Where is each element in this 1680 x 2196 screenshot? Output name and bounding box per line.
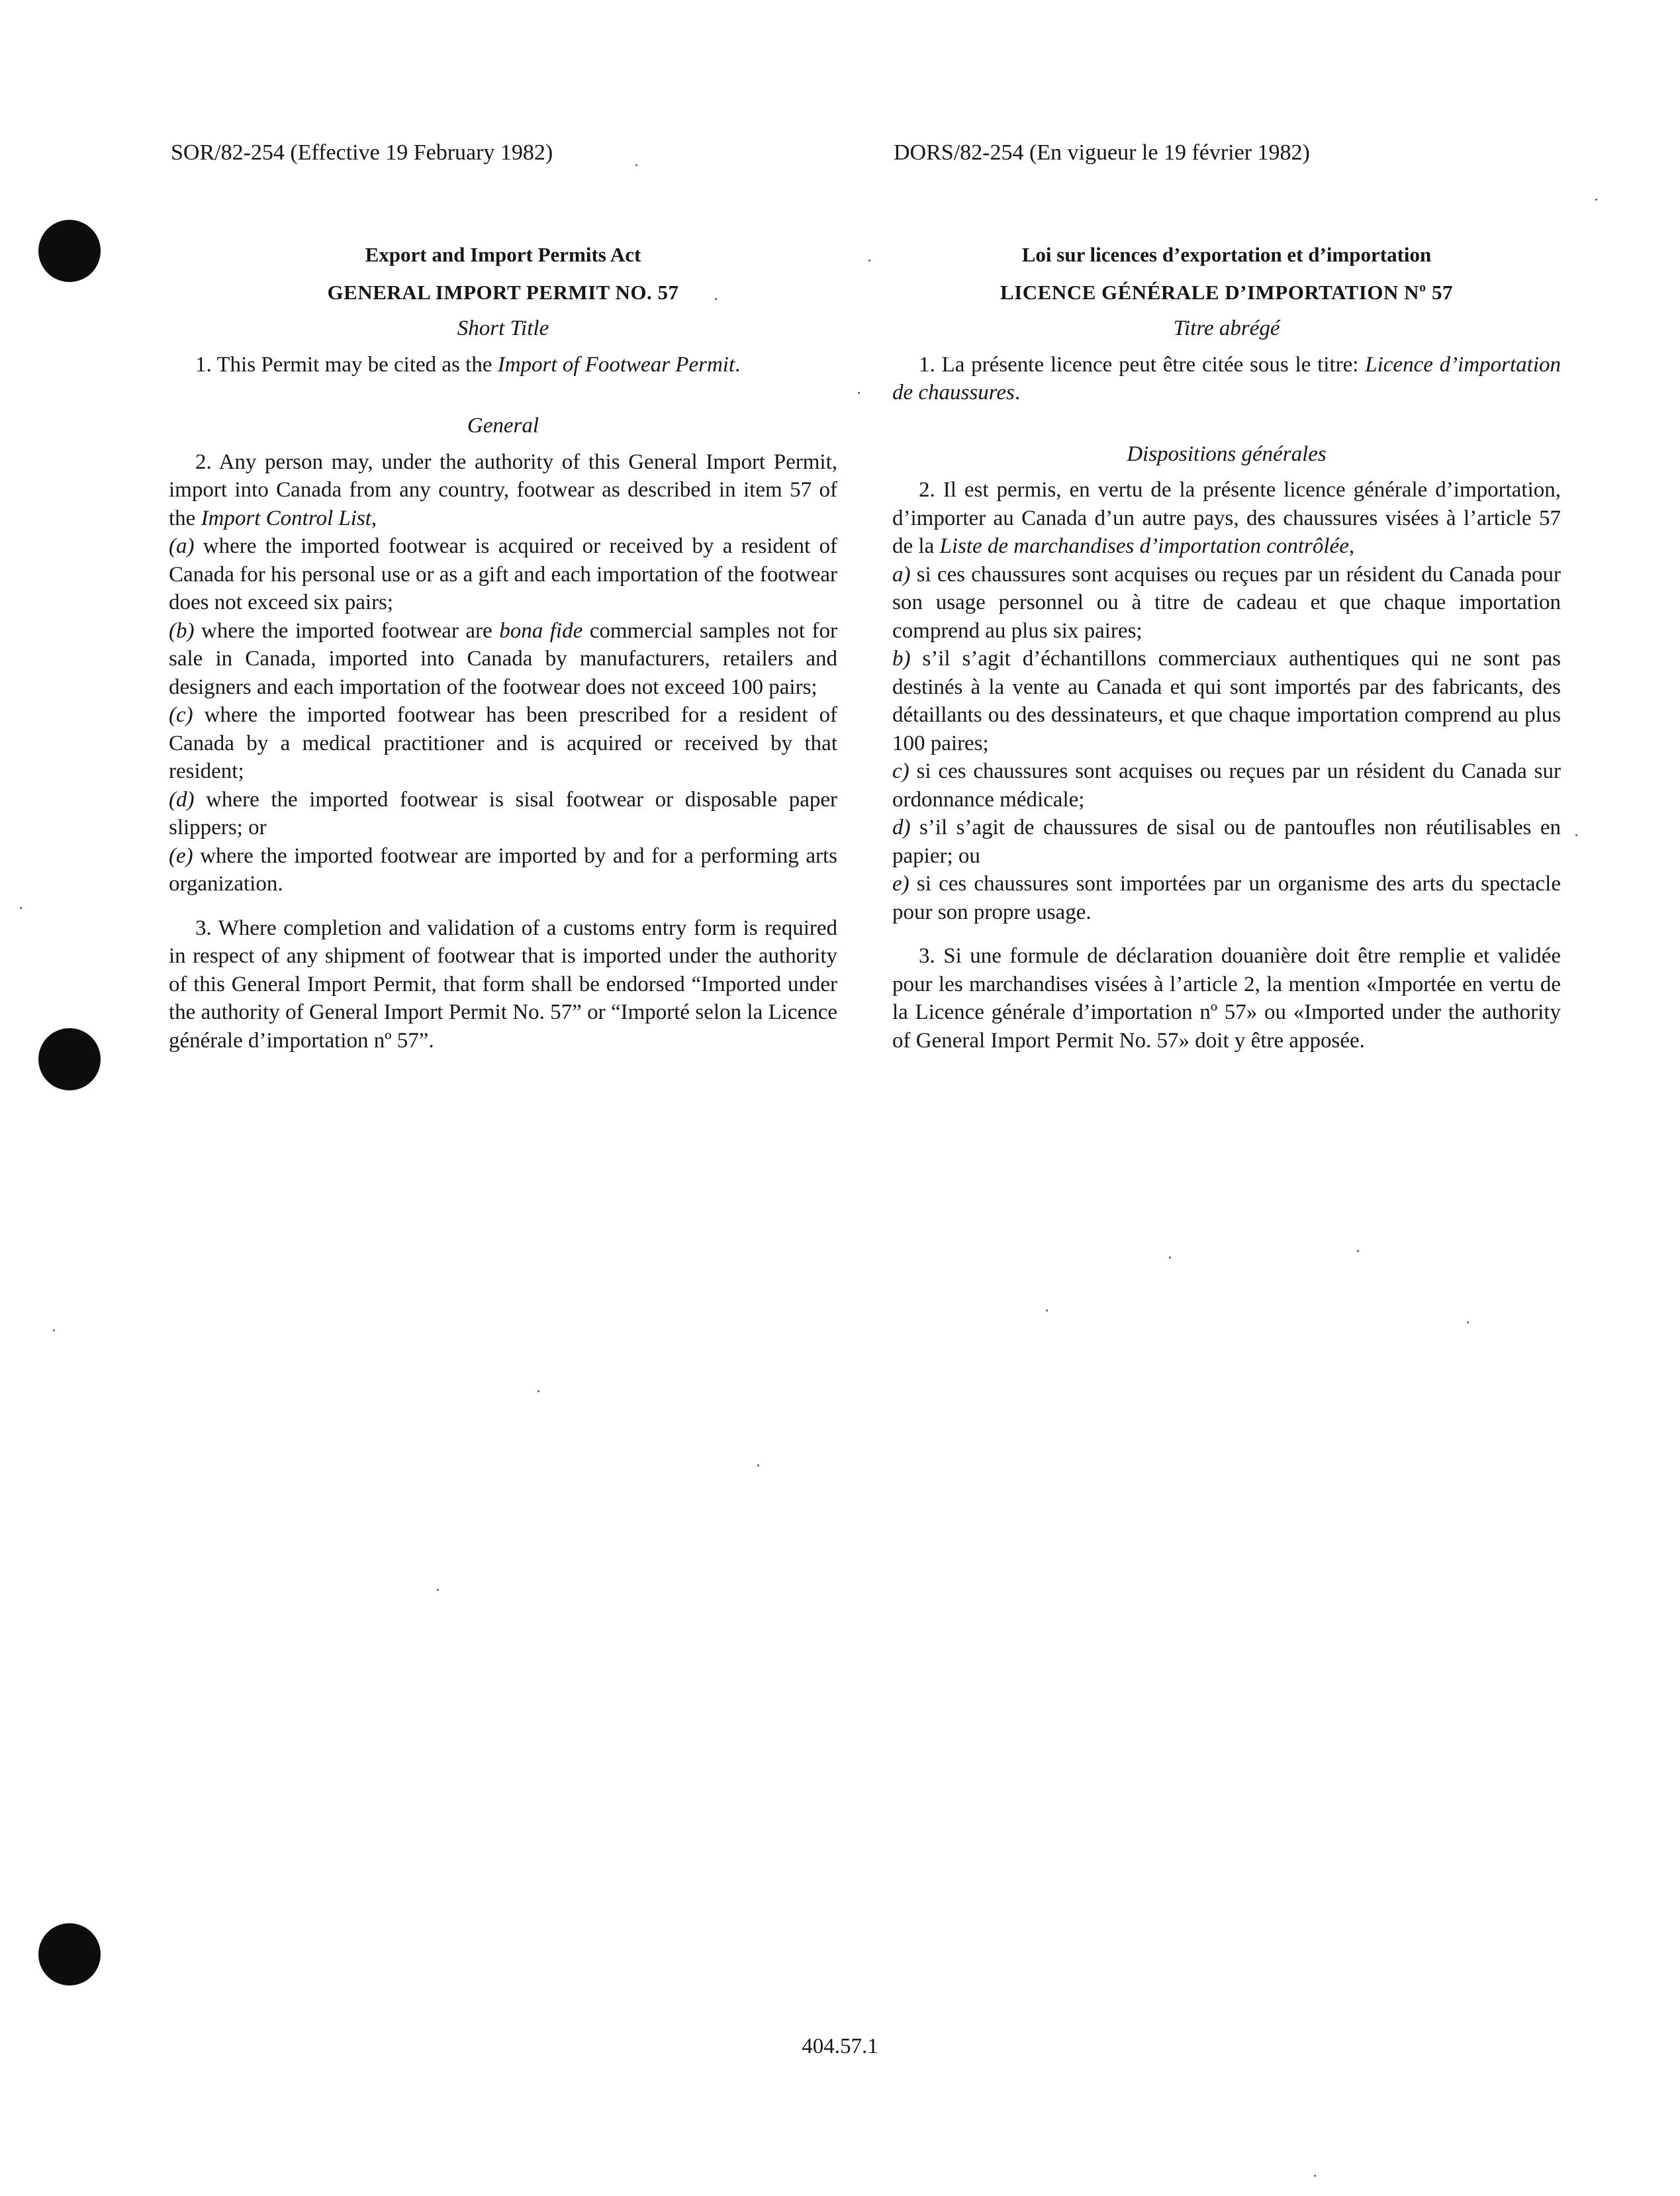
french-section-1-end: . (1014, 381, 1021, 405)
french-section-2-text: 2. Il est permis, en vertu de la présente licence générale d’importation, d’importer au Canada d’un autre pays, des chaussures visées à l’article 57 de la (892, 478, 1561, 558)
french-section-1 (892, 351, 1561, 407)
punch-hole-top (38, 220, 101, 282)
english-item-b-pre: where the imported footwear are (194, 618, 500, 643)
french-item-c (892, 757, 1561, 814)
french-regulation-reference: DORS/82-254 (En vigueur le 19 février 1982) (894, 140, 1310, 165)
french-item-c-text: si ces chaussures sont acquises ou reçues par un résident du Canada sur ordonnance médicale; (892, 759, 1561, 812)
english-section-2 (169, 448, 837, 533)
french-item-d-label: d) (892, 816, 911, 839)
english-column (169, 241, 837, 1055)
french-item-e-label: e) (892, 872, 910, 896)
french-section-2-list: Liste de marchandises d’importation contrôlée (939, 534, 1349, 558)
page-number: 404.57.1 (802, 2034, 878, 2058)
english-general-heading: General (467, 414, 539, 438)
french-general-heading: Dispositions générales (1127, 442, 1327, 466)
french-section-1-text: 1. La présente licence peut être citée sous le titre: (919, 352, 1366, 377)
french-act-title: Loi sur licences d’exportation et d’importation (1021, 243, 1432, 266)
english-item-d (169, 786, 837, 842)
english-item-b-post: commercial samples not for sale in Canada, imported into Canada by manufacturers, retailers and designers and each importation of the footwear does not exceed 100 pairs; (169, 618, 837, 699)
english-item-c (169, 701, 837, 786)
french-item-a-text: si ces chaussures sont acquises ou reçues par un résident du Canada pour son usage personnel ou à titre de cadeau et que chaque importation comprend au plus six paires; (892, 562, 1561, 643)
french-item-e-text: si ces chaussures sont importées par un organisme des arts du spectacle pour son propre usage. (892, 872, 1561, 924)
english-item-a-text: where the imported footwear is acquired or received by a resident of Canada for his personal use or as a gift and each importation of the footwear does not exceed six pairs; (169, 534, 837, 614)
english-item-b-label: (b) (169, 618, 195, 643)
french-section-3: 3. Si une formule de déclaration douanière doit être remplie et validée pour les marchandises visées à l’article 2, la mention «Importée en vertu de la Licence générale d’importation nº 57» ou «Imported under the authority of General Import Permit No. 57» doit y être apposée. (892, 944, 1561, 1053)
punch-hole-middle (38, 1028, 101, 1090)
english-section-1-end: . (735, 352, 741, 377)
french-section-2 (892, 476, 1561, 561)
french-short-title-heading: Titre abrégé (1173, 316, 1280, 340)
english-item-c-text: where the imported footwear has been prescribed for a resident of Canada by a medical practitioner and is acquired or received by that resident; (169, 703, 837, 783)
english-section-2-text: 2. Any person may, under the authority of this General Import Permit, import into Canada from any country, footwear as described in item 57 of the (169, 450, 837, 530)
french-item-a-label: a) (892, 562, 911, 587)
english-regulation-reference: SOR/82-254 (Effective 19 February 1982) (171, 140, 553, 165)
french-item-b (892, 645, 1561, 757)
english-item-d-text: where the imported footwear is sisal footwear or disposable paper slippers; or (169, 787, 837, 839)
english-item-b-bona-fide: bona fide (499, 618, 583, 643)
english-item-b (169, 617, 837, 702)
english-item-a (169, 532, 837, 617)
english-item-c-label: (c) (169, 703, 193, 727)
english-item-a-label: (a) (169, 534, 195, 558)
french-section-2-end: , (1348, 534, 1355, 558)
french-item-a (892, 561, 1561, 645)
english-item-e (169, 842, 837, 898)
french-column (892, 241, 1561, 1055)
english-section-3: 3. Where completion and validation of a customs entry form is required in respect of any shipment of footwear that is imported under the authority of this General Import Permit, that form shall be endorsed “Imported under the authority of General Import Permit No. 57” or “Importé selon la Licence générale d’importation nº 57”. (169, 916, 837, 1053)
english-item-d-label: (d) (169, 787, 195, 812)
english-short-title-heading: Short Title (457, 316, 549, 340)
french-item-b-label: b) (892, 647, 911, 671)
english-section-1-title: Import of Footwear Permit (497, 352, 735, 377)
french-item-e (892, 870, 1561, 926)
english-section-1-text: 1. This Permit may be cited as the (195, 352, 498, 377)
french-permit-title: LICENCE GÉNÉRALE D’IMPORTATION Nº 57 (1000, 280, 1453, 304)
english-section-2-list: Import Control List (201, 506, 371, 530)
english-section-1 (169, 351, 837, 379)
english-act-title: Export and Import Permits Act (365, 243, 641, 266)
french-item-b-text: s’il s’agit d’échantillons commerciaux authentiques qui ne sont pas destinés à la vente au Canada et qui sont importés par des fabricants, des détaillants ou des dessinateurs, et que chaque importation comprend au plus 100 paires; (892, 647, 1561, 755)
french-item-d-text: s’il s’agit de chaussures de sisal ou de pantoufles non réutilisables en papier; ou (892, 816, 1561, 868)
english-section-2-end: , (371, 506, 377, 530)
punch-hole-bottom (38, 1923, 101, 1985)
english-item-e-label: (e) (169, 843, 193, 868)
french-item-d (892, 814, 1561, 870)
english-permit-title: GENERAL IMPORT PERMIT NO. 57 (327, 280, 679, 304)
french-item-c-label: c) (892, 759, 910, 783)
french-section-1-title: Licence d’importation de chaussures (892, 352, 1561, 405)
english-item-e-text: where the imported footwear are imported by and for a performing arts organization. (169, 843, 837, 896)
